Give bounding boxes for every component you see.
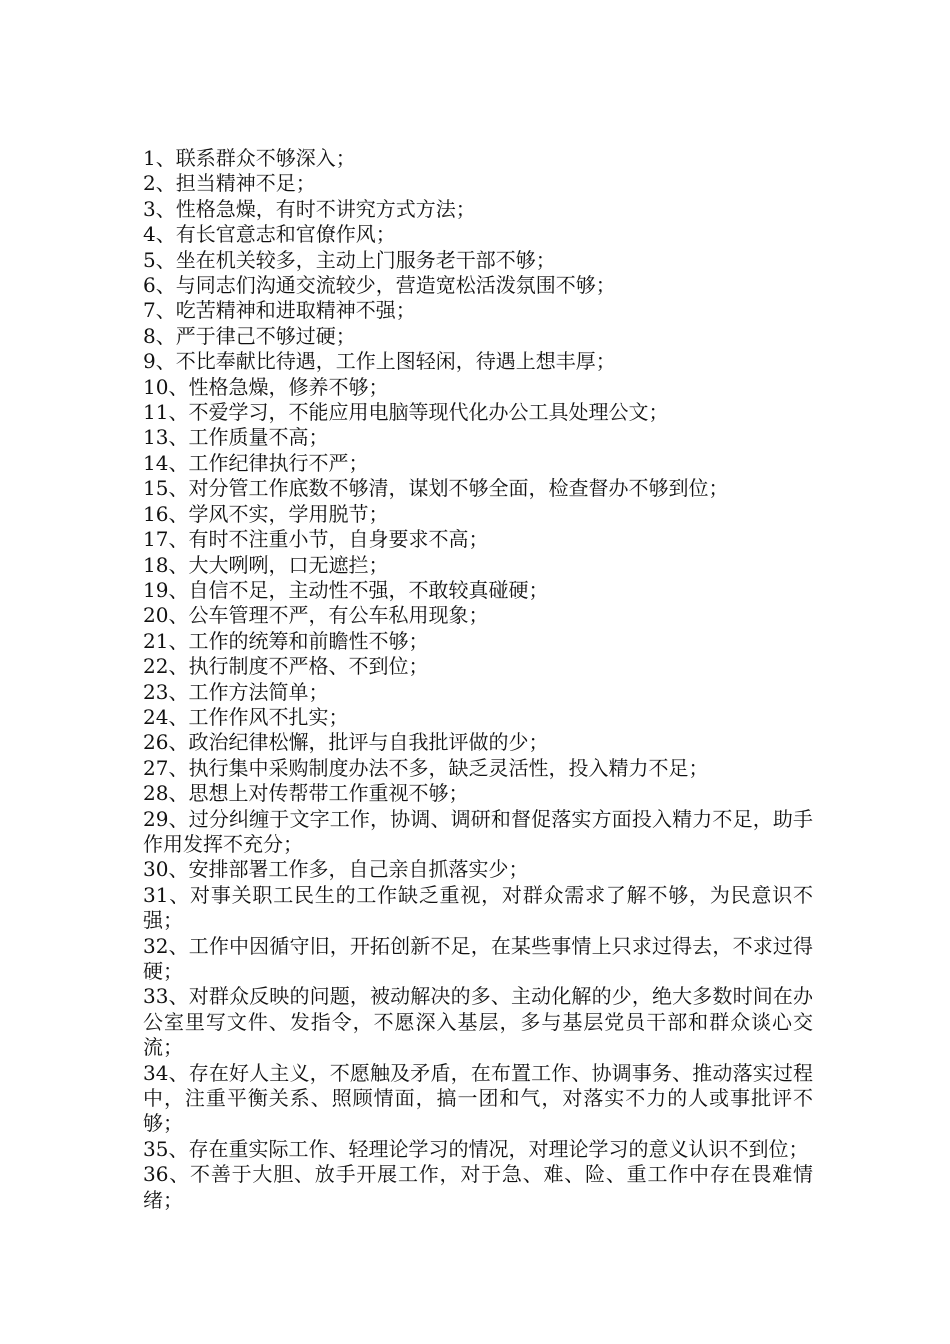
list-item: 1、联系群众不够深入； [143, 146, 356, 170]
list-item: 13、工作质量不高； [143, 425, 329, 450]
list-item: 16、学风不实，学用脱节； [143, 501, 389, 526]
list-item: 29、过分纠缠于文字工作，协调、调研和督促落实方面投入精力不足，助手作用发挥不充分； [143, 806, 813, 856]
list-item: 20、公车管理不严，有公车私用现象； [143, 603, 489, 628]
list-item: 9、不比奉献比待遇，工作上图轻闲，待遇上想丰厚； [143, 349, 616, 374]
list-item: 15、对分管工作底数不够清，谋划不够全面，检查督办不够到位； [143, 476, 729, 501]
list-item: 34、存在好人主义，不愿触及矛盾，在布置工作、协调事务、推动落实过程中，注重平衡关系、照顾情面，搞一团和气，对落实不力的人或事批评不够； [143, 1060, 813, 1136]
list-item: 33、对群众反映的问题，被动解决的多、主动化解的少，绝大多数时间在办公室里写文件、发指令，不愿深入基层，多与基层党员干部和群众谈心交流； [143, 984, 813, 1060]
list-item: 22、执行制度不严格、不到位； [143, 654, 429, 679]
list-item: 5、坐在机关较多，主动上门服务老干部不够； [143, 247, 556, 272]
list-item: 17、有时不注重小节，自身要求不高； [143, 527, 489, 552]
list-item: 35、存在重实际工作、轻理论学习的情况，对理论学习的意义认识不到位； [143, 1136, 809, 1161]
list-item: 2、担当精神不足； [143, 171, 316, 196]
list-item: 10、性格急燥，修养不够； [143, 374, 389, 399]
list-item: 19、自信不足，主动性不强，不敢较真碰硬； [143, 577, 549, 602]
document-body [143, 146, 813, 1213]
list-item: 21、工作的统筹和前瞻性不够； [143, 628, 429, 653]
list-item: 4、有长官意志和官僚作风； [143, 222, 396, 247]
list-item: 3、性格急燥，有时不讲究方式方法； [143, 196, 476, 221]
list-item: 11、不爱学习，不能应用电脑等现代化办公工具处理公文； [143, 400, 669, 425]
list-item: 23、工作方法简单； [143, 679, 329, 704]
list-item: 30、安排部署工作多，自己亲自抓落实少； [143, 857, 529, 882]
list-item: 24、工作作风不扎实； [143, 704, 349, 729]
list-item: 32、工作中因循守旧，开拓创新不足，在某些事情上只求过得去，不求过得硬； [143, 933, 813, 983]
list-item: 28、思想上对传帮带工作重视不够； [143, 781, 469, 806]
list-item: 14、工作纪律执行不严； [143, 450, 369, 475]
list-item: 26、政治纪律松懈，批评与自我批评做的少； [143, 730, 549, 755]
list-item: 8、严于律己不够过硬； [143, 323, 356, 348]
list-item: 31、对事关职工民生的工作缺乏重视，对群众需求了解不够，为民意识不强； [143, 882, 813, 933]
list-item: 6、与同志们沟通交流较少，营造宽松活泼氛围不够； [143, 273, 616, 298]
list-item: 18、大大咧咧，口无遮拦； [143, 552, 389, 577]
list-item: 27、执行集中采购制度办法不多，缺乏灵活性，投入精力不足； [143, 755, 709, 780]
list-item: 7、吃苦精神和进取精神不强； [143, 298, 416, 323]
list-item: 36、不善于大胆、放手开展工作，对于急、难、险、重工作中存在畏难情绪； [143, 1162, 813, 1212]
